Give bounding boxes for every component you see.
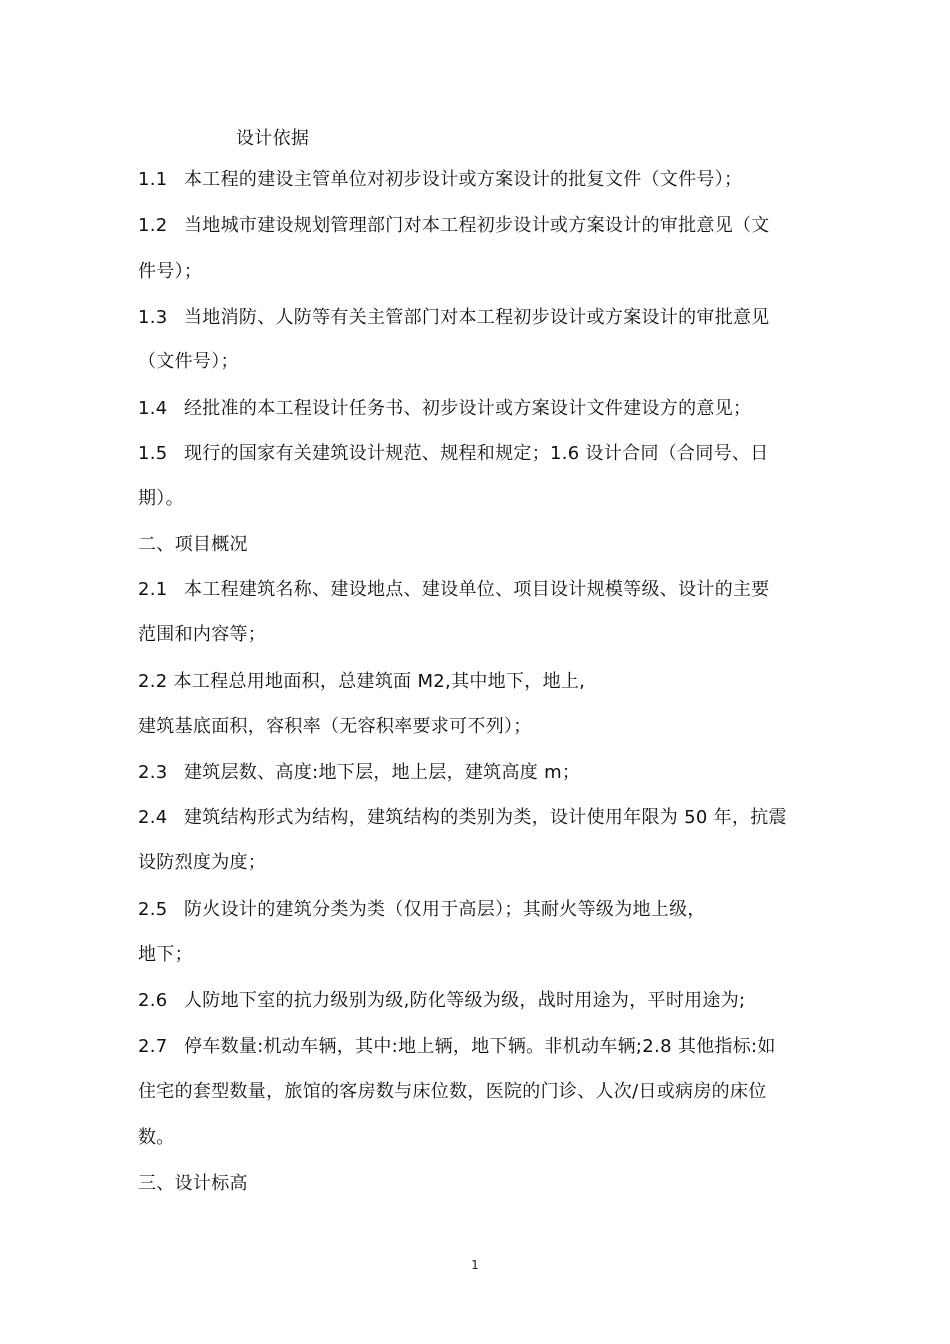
- list-item: [138, 898, 828, 922]
- item-text: 本工程建筑名称、建设地点、建设单位、项目设计规模等级、设计的主要: [184, 579, 770, 600]
- item-number: 2.1: [138, 579, 168, 600]
- item-number: 1.3: [138, 307, 168, 328]
- item-number: 2.5: [138, 899, 168, 920]
- section-title: 三、设计标高: [138, 1173, 248, 1194]
- item-number: 1.2: [138, 215, 168, 236]
- item-continuation: 设防烈度为度；: [138, 852, 267, 873]
- item-continuation: 住宅的套型数量，旅馆的客房数与床位数，医院的门诊、人次/日或病房的床位: [138, 1081, 767, 1102]
- item-text: 当地消防、人防等有关主管部门对本工程初步设计或方案设计的审批意见: [184, 307, 770, 328]
- item-continuation: 建筑基底面积，容积率（无容积率要求可不列）；: [138, 716, 532, 737]
- item-number: 2.7: [138, 1036, 168, 1057]
- item-continuation: 数。: [138, 1127, 175, 1148]
- item-text: 建筑结构形式为结构，建筑结构的类别为类，设计使用年限为 50 年，抗震: [184, 807, 787, 828]
- document-heading: 设计依据: [236, 128, 310, 149]
- item-continuation: 地下；: [138, 944, 193, 965]
- item-text: 人防地下室的抗力级别为级,防化等级为级，战时用途为，平时用途为;: [184, 990, 746, 1011]
- item-text: 本工程的建设主管单位对初步设计或方案设计的批复文件（文件号）；: [184, 169, 743, 190]
- item-text: 停车数量:机动车辆，其中:地上辆，地下辆。非机动车辆;2.8 其他指标:如: [184, 1036, 776, 1057]
- item-number: 2.6: [138, 990, 168, 1011]
- item-number: 2.3: [138, 762, 168, 783]
- list-item: [138, 989, 828, 1013]
- list-item: [138, 168, 828, 192]
- item-text: 经批准的本工程设计任务书、初步设计或方案设计文件建设方的意见；: [184, 398, 752, 419]
- item-continuation: （文件号）；: [138, 351, 239, 372]
- item-number: 2.4: [138, 807, 168, 828]
- list-item: [138, 806, 828, 830]
- item-number: 1.5: [138, 443, 168, 464]
- item-number: 1.1: [138, 169, 168, 190]
- list-item: [138, 306, 828, 330]
- list-item: 2.2 本工程总用地面积，总建筑面 M2,其中地下，地上,: [138, 671, 586, 692]
- list-item: [138, 214, 828, 238]
- list-item: [138, 442, 828, 466]
- item-continuation: 范围和内容等；: [138, 624, 267, 645]
- item-text: 现行的国家有关建筑设计规范、规程和规定；1.6 设计合同（合同号、日: [184, 443, 769, 464]
- list-item: [138, 761, 828, 785]
- list-item: [138, 578, 828, 602]
- item-text: 防火设计的建筑分类为类（仅用于高层）；其耐火等级为地上级，: [184, 899, 706, 920]
- page-number: 1: [471, 1258, 479, 1272]
- item-text: 当地城市建设规划管理部门对本工程初步设计或方案设计的审批意见（文: [184, 215, 770, 236]
- item-continuation: 件号）；: [138, 261, 203, 282]
- list-item: [138, 397, 828, 421]
- section-title: 二、项目概况: [138, 534, 248, 555]
- item-number: 1.4: [138, 398, 168, 419]
- item-continuation: 期）。: [138, 488, 184, 509]
- item-text: 建筑层数、高度:地下层，地上层，建筑高度 m；: [184, 762, 581, 783]
- list-item: [138, 1035, 828, 1059]
